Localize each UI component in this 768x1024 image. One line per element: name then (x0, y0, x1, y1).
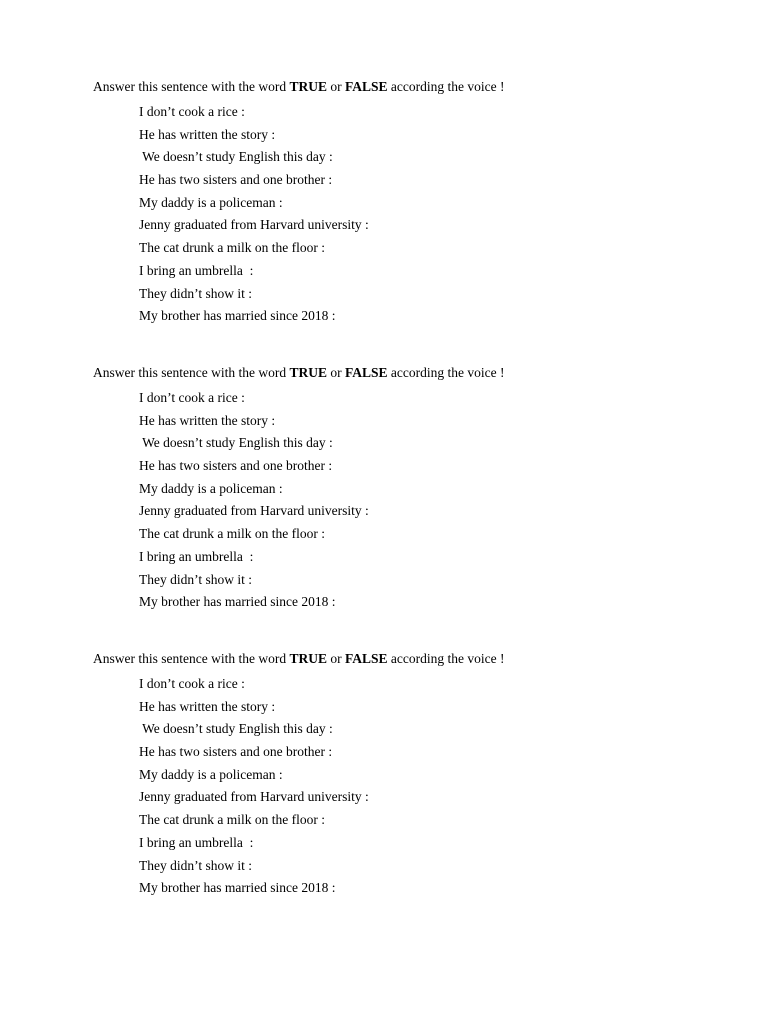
question-text: I bring an umbrella : (139, 834, 254, 850)
question-text: He has two sisters and one brother : (139, 458, 333, 474)
question-text: I bring an umbrella : (139, 548, 254, 564)
question-text: He has two sisters and one brother : (139, 172, 333, 188)
question-text: My daddy is a policeman : (139, 766, 283, 782)
instruction-suffix: according the voice ! (387, 79, 505, 94)
instruction-middle: or (326, 79, 345, 94)
instruction-prefix: Answer this sentence with the word (93, 79, 290, 94)
instruction-suffix: according the voice ! (387, 651, 505, 666)
question-text: I don’t cook a rice : (139, 104, 245, 119)
question-text: My brother has married since 2018 : (139, 594, 336, 610)
question-text: Jenny graduated from Harvard university : (139, 789, 369, 805)
instruction-text (93, 79, 504, 95)
instruction-text (93, 365, 504, 381)
question-text: Jenny graduated from Harvard university : (139, 503, 369, 519)
instruction-false: FALSE (344, 79, 388, 94)
instruction-prefix: Answer this sentence with the word (93, 365, 290, 380)
question-text: The cat drunk a milk on the floor : (139, 240, 325, 256)
instruction-true: TRUE (289, 651, 327, 666)
question-text: He has written the story : (139, 412, 276, 428)
instruction-true: TRUE (289, 79, 327, 94)
question-text: We doesn’t study English this day : (139, 721, 333, 737)
question-text: I bring an umbrella : (139, 262, 254, 278)
instruction-middle: or (326, 651, 345, 666)
question-text: I don’t cook a rice : (139, 390, 245, 405)
question-text: He has written the story : (139, 698, 276, 714)
question-text: The cat drunk a milk on the floor : (139, 526, 325, 542)
instruction-suffix: according the voice ! (387, 365, 505, 380)
instruction-false: FALSE (344, 365, 388, 380)
instruction-prefix: Answer this sentence with the word (93, 651, 290, 666)
question-text: I don’t cook a rice : (139, 676, 245, 691)
question-text: My daddy is a policeman : (139, 480, 283, 496)
question-text: My brother has married since 2018 : (139, 308, 336, 324)
question-text: He has written the story : (139, 126, 276, 142)
question-text: My daddy is a policeman : (139, 194, 283, 210)
question-text: We doesn’t study English this day : (139, 435, 333, 451)
instruction-false: FALSE (344, 651, 388, 666)
question-text: My brother has married since 2018 : (139, 880, 336, 896)
question-text: They didn’t show it : (139, 285, 252, 301)
instruction-text (93, 651, 504, 667)
question-text: Jenny graduated from Harvard university : (139, 217, 369, 233)
instruction-middle: or (326, 365, 345, 380)
instruction-true: TRUE (289, 365, 327, 380)
question-text: The cat drunk a milk on the floor : (139, 812, 325, 828)
question-text: They didn’t show it : (139, 857, 252, 873)
question-text: We doesn’t study English this day : (139, 149, 333, 165)
question-text: They didn’t show it : (139, 571, 252, 587)
question-text: He has two sisters and one brother : (139, 744, 333, 760)
